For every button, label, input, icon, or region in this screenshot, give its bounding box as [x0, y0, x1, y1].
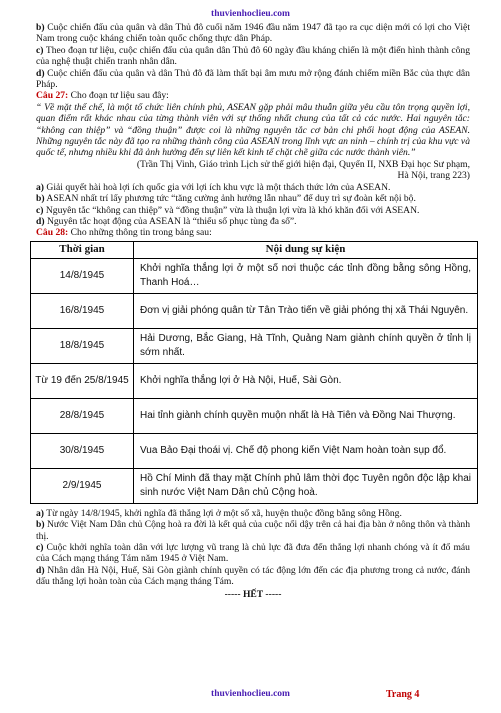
events-table [30, 241, 478, 504]
option-letter: a) [36, 507, 44, 519]
row-event: Khởi nghĩa thắng lợi ở một số nơi thuộc các tỉnh đồng bằng sông Hồng, Thanh Hoá… [134, 258, 478, 293]
option-letter: b) [36, 519, 45, 531]
option-text: Giải quyết hài hoà lợi ích quốc gia với lợi ích khu vực là một thách thức lớn của ASEAN. [46, 181, 391, 193]
q28-options [36, 508, 470, 588]
row-event: Khởi nghĩa thắng lợi ở Hà Nội, Huế, Sài Gòn. [134, 363, 478, 398]
option-letter: c) [36, 44, 44, 56]
q28-option-b [36, 519, 470, 542]
question-27-quote: “ Về mặt thể chế, là một tổ chức liên chính phủ, ASEAN gặp phải mâu thuẫn giữa yêu cầu tôn trọng quyền lợi, quan điểm rất khác nhau của từng thành viên với sự thống nhất chung của tất cả các nước. Hai nguyên tắc: “không can thiệp” và “đồng thuận” được coi là những nguyên tắc cơ bản chi phối hoạt động của ASEAN. Những nguyên tắc này đã tạo ra những thành công của ASEAN trong lĩnh vực an ninh – chính trị của khu vực và quốc tế, nhưng nhiều khi đã ảnh hưởng đến sự liên kết kinh tế chặt chẽ giữa các nước thành viên.” [36, 101, 470, 159]
row-event: Đơn vị giải phóng quân từ Tân Trào tiến về giải phóng thị xã Thái Nguyên. [134, 293, 478, 328]
row-event: Hồ Chí Minh đã thay mặt Chính phủ lâm thời đọc Tuyên ngôn độc lập khai sinh nước Việt Nam Dân chủ Cộng hoà. [134, 468, 478, 503]
table-row [31, 398, 478, 433]
option-letter: c) [36, 541, 44, 553]
row-date: 2/9/1945 [31, 468, 134, 503]
row-event: Vua Bảo Đại thoái vị. Chế độ phong kiến Việt Nam hoàn toàn sụp đổ. [134, 433, 478, 468]
table-row [31, 258, 478, 293]
document-body [36, 22, 470, 600]
question-27-heading [36, 90, 470, 101]
row-date: Từ 19 đến 25/8/1945 [31, 363, 134, 398]
row-event: Hải Dương, Bắc Giang, Hà Tĩnh, Quảng Nam giành chính quyền ở tỉnh lị sớm nhất. [134, 328, 478, 363]
option-text: Cuộc khởi nghĩa toàn dân với lực lượng vũ trang là chủ lực đã đưa đến thắng lợi nhanh chóng và ít đổ máu của Cách mạng tháng Tám năm 1945 ở Việt Nam. [36, 541, 470, 565]
page-number: Trang 4 [386, 689, 420, 700]
option-letter: d) [36, 215, 45, 227]
table-header-row [31, 241, 478, 258]
option-text: Cuộc chiến đấu của quân và dân Thủ đô cuối năm 1946 đầu năm 1947 đã tạo ra cục diện mới có lợi cho Việt Nam trong cuộc kháng chiến toàn quốc chống thực dân Pháp. [36, 22, 470, 45]
end-of-test-mark: ----- HẾT ----- [224, 588, 282, 600]
question-prompt: Cho đoạn tư liệu sau đây: [68, 90, 169, 102]
option-letter: b) [36, 193, 45, 205]
option-text: ASEAN nhất trí lấy phương tức “tăng cường ảnh hưởng lẫn nhau” để duy trì sự đoàn kết nội bộ. [46, 193, 416, 205]
table-row [31, 293, 478, 328]
intro-option-b [36, 22, 470, 45]
header-site-link[interactable]: thuvienhoclieu.com [211, 9, 290, 19]
column-header-event: Nội dung sự kiện [134, 241, 478, 258]
option-letter: d) [36, 564, 45, 576]
intro-option-d [36, 68, 470, 91]
q27-option-c [36, 205, 470, 216]
table-row [31, 433, 478, 468]
q28-option-c [36, 542, 470, 565]
intro-option-c [36, 45, 470, 68]
q27-option-a [36, 182, 470, 193]
option-text: Nguyên tắc “không can thiệp” và “đồng thuận” vừa là thuận lợi vừa là khó khăn đối với ASEAN. [45, 204, 420, 216]
option-text: Từ ngày 14/8/1945, khởi nghĩa đã thắng lợi ở một số xã, huyện thuộc đồng bằng sông Hồng. [46, 507, 402, 519]
option-text: Theo đoạn tư liệu, cuộc chiến đấu của quân dân Thủ đô 60 ngày đầu kháng chiến là một điển hình thành công của nghệ thuật chiến tranh nhân dân. [36, 44, 470, 68]
footer-site-link[interactable]: thuvienhoclieu.com [211, 689, 290, 699]
question-label: Câu 27: [36, 90, 69, 102]
option-letter: b) [36, 22, 45, 33]
row-date: 14/8/1945 [31, 258, 134, 293]
table-row [31, 468, 478, 503]
option-text: Nguyên tắc hoạt động của ASEAN là “thiểu số phục tùng đa số”. [46, 215, 297, 227]
row-date: 28/8/1945 [31, 398, 134, 433]
row-event: Hai tỉnh giành chính quyền muộn nhất là Hà Tiên và Đồng Nai Thượng. [134, 398, 478, 433]
q27-option-b [36, 193, 470, 204]
question-28-heading [36, 227, 470, 238]
q27-option-d [36, 216, 470, 227]
q28-option-d [36, 565, 470, 588]
option-letter: a) [36, 181, 44, 193]
quote-source-line-1: (Trần Thị Vinh, Giáo trình Lịch sử thế giới hiện đại, Quyển II, NXB Đại học Sư phạm, [136, 158, 470, 170]
row-date: 16/8/1945 [31, 293, 134, 328]
row-date: 30/8/1945 [31, 433, 134, 468]
option-letter: c) [36, 204, 44, 216]
option-text: Nước Việt Nam Dân chủ Cộng hoà ra đời là kết quả của cuộc nổi dậy trên cả hai địa bàn ở nông thôn và thành thị. [36, 519, 470, 542]
option-text: Nhân dân Hà Nội, Huế, Sài Gòn giành chính quyền có tác động lớn đến các địa phương trong cả nước, đánh dấu thắng lợi hoàn toàn của Cách mạng tháng Tám. [36, 564, 470, 588]
column-header-date: Thời gian [31, 241, 134, 258]
q28-option-a [36, 508, 470, 519]
option-letter: d) [36, 67, 45, 79]
table-row [31, 328, 478, 363]
question-prompt: Cho những thông tin trong bảng sau: [68, 227, 212, 239]
quote-source-line-2: Hà Nội, trang 223) [397, 170, 470, 182]
row-date: 18/8/1945 [31, 328, 134, 363]
table-row [31, 363, 478, 398]
question-label: Câu 28: [36, 227, 69, 239]
option-text: Cuộc chiến đấu của quân và dân Thủ đô đã làm thất bại âm mưu mở rộng đánh chiếm miền Bắc của thực dân Pháp. [36, 67, 470, 91]
